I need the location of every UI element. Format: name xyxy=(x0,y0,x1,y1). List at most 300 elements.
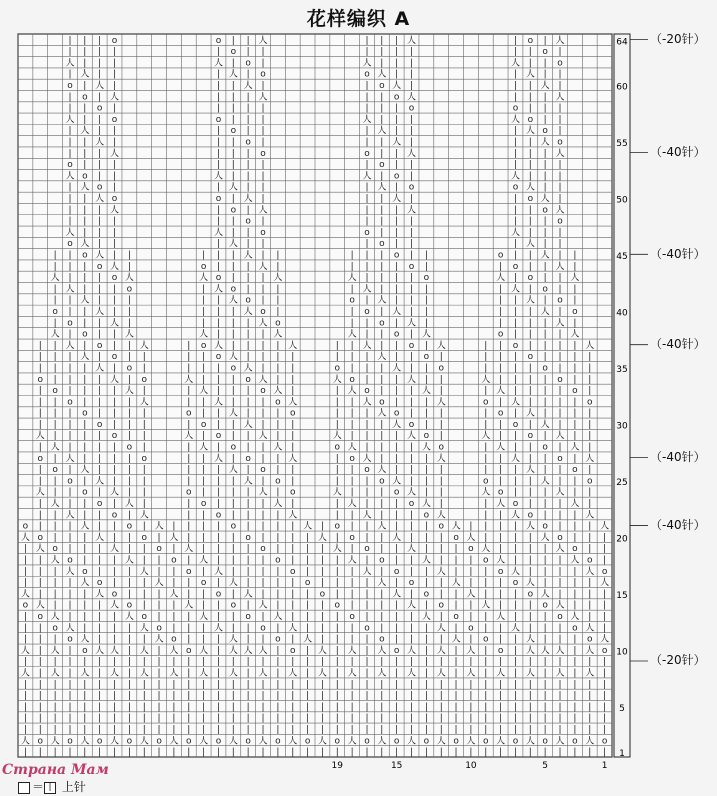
stitch-symbol: o xyxy=(200,340,207,351)
stitch-symbol: | xyxy=(83,499,87,510)
stitch-symbol: | xyxy=(157,566,161,577)
stitch-symbol: o xyxy=(572,736,578,747)
stitch-symbol: o xyxy=(215,273,222,284)
stitch-symbol: o xyxy=(601,566,608,577)
stitch-symbol: | xyxy=(261,724,265,735)
stitch-symbol: | xyxy=(558,419,562,430)
stitch-symbol: 人 xyxy=(317,736,327,747)
stitch-symbol: | xyxy=(484,747,488,758)
stitch-symbol: | xyxy=(68,419,72,430)
decrease-label: （-40针） xyxy=(650,144,706,159)
stitch-symbol: | xyxy=(395,295,399,306)
stitch-symbol: | xyxy=(558,713,562,724)
stitch-symbol: o xyxy=(483,634,489,645)
stitch-symbol: | xyxy=(543,487,547,498)
stitch-symbol: | xyxy=(202,566,206,577)
stitch-symbol: 人 xyxy=(555,736,565,747)
stitch-symbol: | xyxy=(246,329,250,340)
stitch-symbol: | xyxy=(380,137,384,148)
stitch-symbol: 人 xyxy=(110,544,120,555)
stitch-symbol: | xyxy=(53,352,57,363)
stitch-symbol: | xyxy=(528,340,532,351)
stitch-symbol: | xyxy=(231,58,235,69)
stitch-symbol: | xyxy=(83,148,87,159)
stitch-symbol: 人 xyxy=(510,227,520,238)
stitch-symbol: | xyxy=(499,284,503,295)
stitch-symbol: 人 xyxy=(50,329,60,340)
stitch-symbol: | xyxy=(83,419,87,430)
stitch-symbol: o xyxy=(245,137,251,148)
stitch-symbol: 人 xyxy=(258,645,268,656)
stitch-symbol: | xyxy=(573,532,577,543)
stitch-symbol: | xyxy=(395,668,399,679)
stitch-symbol: | xyxy=(261,532,265,543)
stitch-symbol: | xyxy=(261,521,265,532)
stitch-symbol: | xyxy=(246,657,250,668)
stitch-symbol: | xyxy=(603,623,607,634)
stitch-symbol: | xyxy=(261,702,265,713)
stitch-symbol: 人 xyxy=(80,736,90,747)
stitch-symbol: o xyxy=(126,442,133,453)
stitch-symbol: 人 xyxy=(377,69,387,80)
stitch-symbol: | xyxy=(603,532,607,543)
stitch-symbol: | xyxy=(380,657,384,668)
stitch-symbol: | xyxy=(127,566,131,577)
stitch-symbol: 人 xyxy=(213,566,223,577)
stitch-symbol: | xyxy=(424,544,428,555)
stitch-symbol: | xyxy=(216,499,220,510)
stitch-symbol: | xyxy=(172,566,176,577)
stitch-symbol: 人 xyxy=(20,736,30,747)
stitch-symbol: | xyxy=(276,589,280,600)
stitch-symbol: | xyxy=(98,284,102,295)
stitch-symbol: | xyxy=(306,566,310,577)
stitch-symbol: | xyxy=(320,600,324,611)
stitch-symbol: | xyxy=(261,352,265,363)
stitch-symbol: | xyxy=(395,510,399,521)
stitch-symbol: | xyxy=(246,273,250,284)
stitch-symbol: | xyxy=(187,521,191,532)
stitch-symbol: | xyxy=(410,566,414,577)
row-numbers xyxy=(614,34,630,759)
stitch-symbol: | xyxy=(83,363,87,374)
stitch-symbol: | xyxy=(439,713,443,724)
stitch-symbol: | xyxy=(68,408,72,419)
stitch-symbol: | xyxy=(53,600,57,611)
stitch-symbol: | xyxy=(291,578,295,589)
stitch-symbol: | xyxy=(172,611,176,622)
stitch-symbol: | xyxy=(172,724,176,735)
stitch-symbol: | xyxy=(543,668,547,679)
stitch-symbol: o xyxy=(260,386,266,397)
stitch-symbol: | xyxy=(335,702,339,713)
stitch-symbol: 人 xyxy=(540,81,550,92)
stitch-symbol: | xyxy=(558,465,562,476)
stitch-symbol: 人 xyxy=(184,600,194,611)
stitch-symbol: 人 xyxy=(347,442,357,453)
stitch-symbol: | xyxy=(202,600,206,611)
stitch-symbol: | xyxy=(38,702,42,713)
stitch-symbol: o xyxy=(379,555,385,566)
stitch-symbol: | xyxy=(246,239,250,250)
stitch-symbol: 人 xyxy=(35,600,45,611)
stitch-symbol: | xyxy=(320,724,324,735)
stitch-symbol: 人 xyxy=(80,634,90,645)
stitch-symbol: | xyxy=(424,397,428,408)
stitch-symbol: o xyxy=(215,352,222,363)
stitch-symbol: | xyxy=(23,566,27,577)
stitch-symbol: 人 xyxy=(436,645,446,656)
stitch-symbol: 人 xyxy=(540,476,550,487)
stitch-symbol: | xyxy=(231,374,235,385)
stitch-symbol: o xyxy=(349,453,355,464)
stitch-symbol: | xyxy=(246,160,250,171)
stitch-symbol: | xyxy=(588,352,592,363)
stitch-symbol: | xyxy=(53,363,57,374)
stitch-symbol: | xyxy=(113,691,117,702)
stitch-symbol: | xyxy=(320,713,324,724)
stitch-symbol: 人 xyxy=(199,555,209,566)
stitch-symbol: | xyxy=(216,205,220,216)
stitch-symbol: | xyxy=(484,363,488,374)
stitch-symbol: o xyxy=(408,419,415,430)
stitch-symbol: | xyxy=(113,611,117,622)
stitch-symbol: o xyxy=(82,250,88,261)
stitch-symbol: o xyxy=(96,736,103,747)
stitch-symbol: | xyxy=(380,284,384,295)
stitch-symbol: | xyxy=(38,442,42,453)
stitch-symbol: | xyxy=(499,521,503,532)
stitch-symbol: | xyxy=(83,216,87,227)
stitch-symbol: | xyxy=(528,397,532,408)
stitch-symbol: | xyxy=(172,544,176,555)
row-number: 10 xyxy=(616,647,628,658)
stitch-symbol: | xyxy=(365,578,369,589)
stitch-symbol: | xyxy=(380,261,384,272)
stitch-symbol: | xyxy=(350,397,354,408)
stitch-symbol: | xyxy=(98,408,102,419)
stitch-symbol: | xyxy=(231,35,235,46)
stitch-symbol: o xyxy=(364,623,370,634)
stitch-symbol: | xyxy=(202,713,206,724)
stitch-symbol: | xyxy=(202,521,206,532)
stitch-symbol: | xyxy=(83,442,87,453)
stitch-symbol: | xyxy=(603,713,607,724)
stitch-symbol: 人 xyxy=(288,397,298,408)
stitch-symbol: | xyxy=(142,691,146,702)
stitch-symbol: | xyxy=(395,160,399,171)
stitch-symbol: | xyxy=(276,578,280,589)
stitch-symbol: | xyxy=(142,352,146,363)
stitch-symbol: | xyxy=(291,747,295,758)
stitch-symbol: o xyxy=(557,137,563,148)
stitch-symbol: | xyxy=(83,284,87,295)
stitch-symbol: o xyxy=(408,261,415,272)
stitch-symbol: | xyxy=(216,69,220,80)
stitch-symbol: | xyxy=(439,555,443,566)
stitch-symbol: | xyxy=(142,713,146,724)
stitch-symbol: | xyxy=(513,126,517,137)
row-number: 1 xyxy=(619,749,625,759)
stitch-symbol: | xyxy=(350,679,354,690)
stitch-symbol: o xyxy=(245,58,251,69)
stitch-symbol: | xyxy=(395,69,399,80)
stitch-symbol: 人 xyxy=(377,408,387,419)
stitch-symbol: | xyxy=(499,419,503,430)
stitch-symbol: o xyxy=(393,736,400,747)
stitch-symbol: | xyxy=(113,634,117,645)
stitch-symbol: | xyxy=(261,329,265,340)
stitch-symbol: | xyxy=(395,634,399,645)
stitch-symbol: | xyxy=(202,487,206,498)
stitch-symbol: | xyxy=(246,510,250,521)
stitch-symbol: | xyxy=(231,691,235,702)
stitch-symbol: 人 xyxy=(20,668,30,679)
stitch-symbol: o xyxy=(334,521,341,532)
stitch-symbol: 人 xyxy=(525,645,535,656)
stitch-symbol: | xyxy=(83,431,87,442)
stitch-symbol: o xyxy=(186,408,192,419)
stitch-symbol: | xyxy=(543,239,547,250)
stitch-symbol: | xyxy=(484,386,488,397)
stitch-symbol: | xyxy=(513,137,517,148)
stitch-symbol: | xyxy=(187,702,191,713)
stitch-symbol: o xyxy=(408,182,415,193)
stitch-symbol: | xyxy=(439,476,443,487)
stitch-symbol: | xyxy=(558,114,562,125)
stitch-symbol: | xyxy=(469,702,473,713)
stitch-symbol: 人 xyxy=(570,555,580,566)
stitch-symbol: | xyxy=(573,657,577,668)
decrease-label: （-40针） xyxy=(650,449,706,464)
stitch-symbol: | xyxy=(395,273,399,284)
stitch-symbol: o xyxy=(304,578,311,589)
stitch-symbol: o xyxy=(245,216,251,227)
stitch-symbol: | xyxy=(365,600,369,611)
stitch-symbol: | xyxy=(157,679,161,690)
stitch-symbol: 人 xyxy=(228,295,238,306)
stitch-symbol: | xyxy=(439,657,443,668)
stitch-symbol: | xyxy=(68,182,72,193)
stitch-symbol: | xyxy=(365,182,369,193)
stitch-symbol: | xyxy=(216,487,220,498)
stitch-symbol: | xyxy=(261,273,265,284)
stitch-symbol: o xyxy=(393,92,400,103)
stitch-symbol: | xyxy=(68,137,72,148)
stitch-symbol: | xyxy=(98,487,102,498)
stitch-symbol: | xyxy=(246,103,250,114)
stitch-symbol: | xyxy=(528,205,532,216)
stitch-symbol: | xyxy=(127,306,131,317)
stitch-symbol: | xyxy=(98,431,102,442)
stitch-symbol: | xyxy=(558,499,562,510)
stitch-symbol: o xyxy=(260,544,266,555)
stitch-symbol: | xyxy=(68,103,72,114)
stitch-symbol: o xyxy=(542,205,548,216)
stitch-symbol: o xyxy=(527,194,534,205)
stitch-symbol: | xyxy=(127,465,131,476)
stitch-symbol: | xyxy=(202,318,206,329)
stitch-symbol: | xyxy=(306,589,310,600)
stitch-symbol: | xyxy=(573,431,577,442)
stitch-symbol: 人 xyxy=(407,736,417,747)
stitch-symbol: | xyxy=(424,623,428,634)
stitch-symbol: | xyxy=(573,397,577,408)
stitch-symbol: 人 xyxy=(585,668,595,679)
stitch-symbol: | xyxy=(98,623,102,634)
stitch-symbol: 人 xyxy=(228,668,238,679)
stitch-symbol: 人 xyxy=(139,623,149,634)
stitch-symbol: | xyxy=(573,318,577,329)
stitch-symbol: | xyxy=(216,634,220,645)
stitch-symbol: | xyxy=(513,442,517,453)
stitch-symbol: | xyxy=(543,318,547,329)
stitch-symbol: 人 xyxy=(65,453,75,464)
stitch-symbol: | xyxy=(603,544,607,555)
stitch-symbol: | xyxy=(484,419,488,430)
stitch-symbol: o xyxy=(37,374,44,385)
stitch-symbol: | xyxy=(38,499,42,510)
stitch-symbol: | xyxy=(395,442,399,453)
stitch-symbol: | xyxy=(395,578,399,589)
stitch-symbol: | xyxy=(202,250,206,261)
stitch-symbol: o xyxy=(364,736,370,747)
stitch-symbol: | xyxy=(469,634,473,645)
stitch-symbol: | xyxy=(335,408,339,419)
stitch-symbol: | xyxy=(261,555,265,566)
stitch-symbol: | xyxy=(276,453,280,464)
stitch-symbol: | xyxy=(558,284,562,295)
stitch-symbol: 人 xyxy=(228,408,238,419)
stitch-symbol: 人 xyxy=(124,273,134,284)
stitch-symbol: o xyxy=(96,419,103,430)
stitch-symbol: | xyxy=(395,35,399,46)
stitch-symbol: | xyxy=(202,374,206,385)
stitch-symbol: | xyxy=(543,114,547,125)
stitch-symbol: | xyxy=(588,419,592,430)
stitch-symbol: 人 xyxy=(525,69,535,80)
stitch-symbol: o xyxy=(483,736,489,747)
stitch-symbol: | xyxy=(558,182,562,193)
stitch-symbol: o xyxy=(52,306,58,317)
stitch-symbol: | xyxy=(142,702,146,713)
stitch-symbol: | xyxy=(513,747,517,758)
stitch-symbol: o xyxy=(171,634,177,645)
stitch-symbol: | xyxy=(454,702,458,713)
stitch-symbol: 人 xyxy=(50,645,60,656)
stitch-symbol: | xyxy=(216,295,220,306)
stitch-symbol: | xyxy=(424,419,428,430)
stitch-symbol: | xyxy=(410,114,414,125)
stitch-symbol: | xyxy=(395,521,399,532)
stitch-symbol: | xyxy=(395,555,399,566)
stitch-symbol: | xyxy=(98,453,102,464)
stitch-symbol: | xyxy=(276,408,280,419)
stitch-symbol: | xyxy=(588,431,592,442)
stitch-symbol: 人 xyxy=(80,352,90,363)
stitch-symbol: 人 xyxy=(139,645,149,656)
stitch-symbol: | xyxy=(395,205,399,216)
stitch-symbol: | xyxy=(528,374,532,385)
stitch-symbol: | xyxy=(350,691,354,702)
stitch-symbol: o xyxy=(22,521,29,532)
stitch-symbol: o xyxy=(408,340,415,351)
stitch-symbol: | xyxy=(142,386,146,397)
stitch-symbol: | xyxy=(588,657,592,668)
stitch-symbol: | xyxy=(113,295,117,306)
stitch-symbol: | xyxy=(127,623,131,634)
stitch-symbol: | xyxy=(127,408,131,419)
stitch-symbol: 人 xyxy=(80,126,90,137)
stitch-symbol: | xyxy=(261,397,265,408)
stitch-symbol: | xyxy=(365,724,369,735)
stitch-symbol: | xyxy=(543,216,547,227)
stitch-symbol: 人 xyxy=(199,668,209,679)
row-number: 20 xyxy=(616,534,628,545)
stitch-symbol: | xyxy=(113,747,117,758)
stitch-symbol: | xyxy=(98,510,102,521)
stitch-symbol: | xyxy=(499,634,503,645)
stitch-symbol: | xyxy=(98,691,102,702)
stitch-symbol: | xyxy=(127,668,131,679)
stitch-symbol: | xyxy=(410,747,414,758)
stitch-symbol: | xyxy=(291,679,295,690)
stitch-symbol: | xyxy=(350,340,354,351)
stitch-symbol: | xyxy=(53,250,57,261)
stitch-symbol: | xyxy=(276,465,280,476)
stitch-symbol: o xyxy=(111,114,118,125)
stitch-symbol: | xyxy=(380,329,384,340)
stitch-symbol: | xyxy=(513,713,517,724)
stitch-symbol: | xyxy=(202,284,206,295)
stitch-symbol: | xyxy=(231,499,235,510)
stitch-symbol: 人 xyxy=(243,250,253,261)
stitch-symbol: | xyxy=(246,487,250,498)
row-number: 30 xyxy=(616,421,628,432)
stitch-symbol: o xyxy=(230,363,237,374)
stitch-symbol: | xyxy=(558,442,562,453)
stitch-symbol: | xyxy=(291,386,295,397)
stitch-symbol: | xyxy=(231,329,235,340)
stitch-symbol: o xyxy=(230,521,237,532)
stitch-symbol: 人 xyxy=(332,487,342,498)
stitch-symbol: | xyxy=(513,657,517,668)
stitch-symbol: | xyxy=(38,747,42,758)
stitch-symbol: | xyxy=(83,510,87,521)
stitch-symbol: o xyxy=(82,329,88,340)
stitch-symbol: | xyxy=(261,510,265,521)
stitch-symbol: | xyxy=(558,81,562,92)
stitch-symbol: | xyxy=(424,657,428,668)
stitch-symbol: | xyxy=(513,160,517,171)
stitch-symbol: | xyxy=(380,194,384,205)
stitch-symbol: | xyxy=(499,544,503,555)
stitch-symbol: | xyxy=(365,216,369,227)
stitch-symbol: 人 xyxy=(421,611,431,622)
stitch-symbol: | xyxy=(246,318,250,329)
stitch-symbol: | xyxy=(246,227,250,238)
stitch-symbol: | xyxy=(127,724,131,735)
stitch-symbol: 人 xyxy=(169,645,179,656)
stitch-symbol: | xyxy=(424,668,428,679)
stitch-symbol: | xyxy=(261,239,265,250)
stitch-symbol: 人 xyxy=(407,487,417,498)
stitch-symbol: | xyxy=(320,623,324,634)
stitch-symbol: | xyxy=(306,600,310,611)
stitch-symbol: | xyxy=(246,386,250,397)
stitch-symbol: | xyxy=(513,363,517,374)
stitch-symbol: | xyxy=(558,69,562,80)
